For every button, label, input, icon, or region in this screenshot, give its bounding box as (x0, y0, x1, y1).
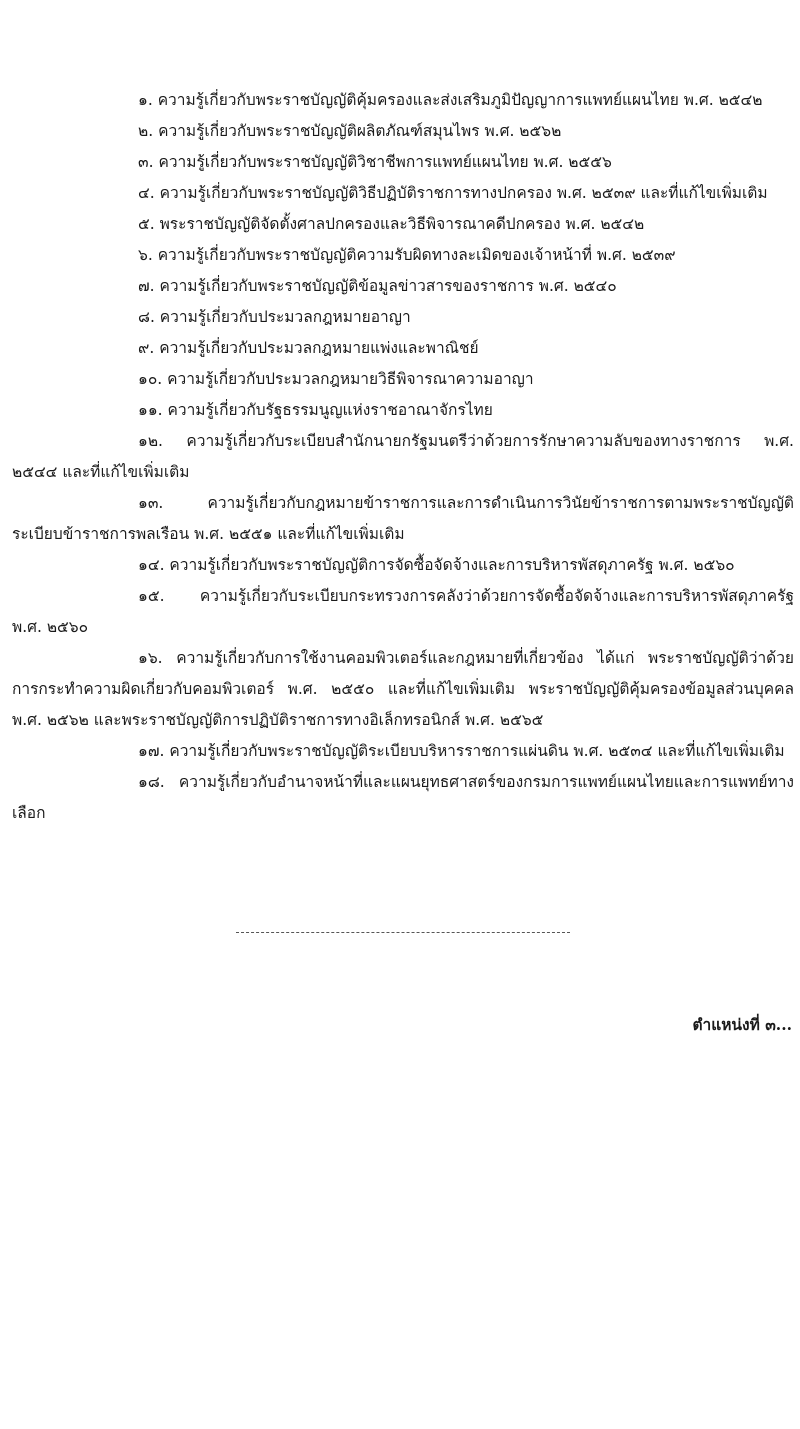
knowledge-topic-list (12, 85, 794, 829)
list-item: ๑๓. ความรู้เกี่ยวกับกฎหมายข้าราชการและการดำเนินการวินัยข้าราชการตามพระราชบัญญัติระเบียบข้าราชการพลเรือน พ.ศ. ๒๕๕๑ และที่แก้ไขเพิ่มเติม (12, 494, 794, 543)
list-item: ๑๔. ความรู้เกี่ยวกับพระราชบัญญัติการจัดซื้อจัดจ้างและการบริหารพัสดุภาครัฐ พ.ศ. ๒๕๖๐ (138, 556, 735, 574)
list-item: ๘. ความรู้เกี่ยวกับประมวลกฎหมายอาญา (138, 308, 411, 326)
list-item: ๗. ความรู้เกี่ยวกับพระราชบัญญัติข้อมูลข่าวสารของราชการ พ.ศ. ๒๕๔๐ (138, 277, 617, 295)
list-item: ๑๘. ความรู้เกี่ยวกับอำนาจหน้าที่และแผนยุทธศาสตร์ของกรมการแพทย์แผนไทยและการแพทย์ทางเลือก (12, 773, 794, 822)
list-item: ๓. ความรู้เกี่ยวกับพระราชบัญญัติวิชาชีพการแพทย์แผนไทย พ.ศ. ๒๕๕๖ (138, 153, 612, 171)
list-item: ๙. ความรู้เกี่ยวกับประมวลกฎหมายแพ่งและพาณิชย์ (138, 339, 479, 357)
list-item: ๖. ความรู้เกี่ยวกับพระราชบัญญัติความรับผิดทางละเมิดของเจ้าหน้าที่ พ.ศ. ๒๕๓๙ (138, 246, 676, 264)
list-item: ๒. ความรู้เกี่ยวกับพระราชบัญญัติผลิตภัณฑ์สมุนไพร พ.ศ. ๒๕๖๒ (138, 122, 562, 140)
list-item: ๑๒. ความรู้เกี่ยวกับระเบียบสำนักนายกรัฐมนตรีว่าด้วยการรักษาความลับของทางราชการ พ.ศ. ๒๕๔๔ และที่แก้ไขเพิ่มเติม (12, 432, 794, 481)
list-item: ๑๖. ความรู้เกี่ยวกับการใช้งานคอมพิวเตอร์และกฎหมายที่เกี่ยวข้อง ได้แก่ พระราชบัญญัติว่าด้วยการกระทำความผิดเกี่ยวกับคอมพิวเตอร์ พ.ศ. ๒๕๕๐ และที่แก้ไขเพิ่มเติม พระราชบัญญัติคุ้มครองข้อมูลส่วนบุคคล พ.ศ. ๒๕๖๒ และพระราชบัญญัติการปฏิบัติราชการทางอิเล็กทรอนิกส์ พ.ศ. ๒๕๖๕ (12, 649, 794, 729)
section-divider (236, 932, 570, 933)
list-item: ๑๑. ความรู้เกี่ยวกับรัฐธรรมนูญแห่งราชอาณาจักรไทย (138, 401, 493, 419)
page-continuation-note: ตำแหน่งที่ ๓... (692, 1015, 792, 1034)
list-item: ๑๕. ความรู้เกี่ยวกับระเบียบกระทรวงการคลังว่าด้วยการจัดซื้อจัดจ้างและการบริหารพัสดุภาครัฐ พ.ศ. ๒๕๖๐ (12, 587, 794, 636)
list-item: ๑๐. ความรู้เกี่ยวกับประมวลกฎหมายวิธีพิจารณาความอาญา (138, 370, 534, 388)
list-item: ๔. ความรู้เกี่ยวกับพระราชบัญญัติวิธีปฏิบัติราชการทางปกครอง พ.ศ. ๒๕๓๙ และที่แก้ไขเพิ่มเติม (138, 184, 768, 202)
list-item: ๕. พระราชบัญญัติจัดตั้งศาลปกครองและวิธีพิจารณาคดีปกครอง พ.ศ. ๒๕๔๒ (138, 215, 645, 233)
list-item: ๑. ความรู้เกี่ยวกับพระราชบัญญัติคุ้มครองและส่งเสริมภูมิปัญญาการแพทย์แผนไทย พ.ศ. ๒๕๔๒ (138, 91, 763, 109)
list-item: ๑๗. ความรู้เกี่ยวกับพระราชบัญญัติระเบียบบริหารราชการแผ่นดิน พ.ศ. ๒๕๓๔ และที่แก้ไขเพิ่มเติม (138, 742, 785, 760)
